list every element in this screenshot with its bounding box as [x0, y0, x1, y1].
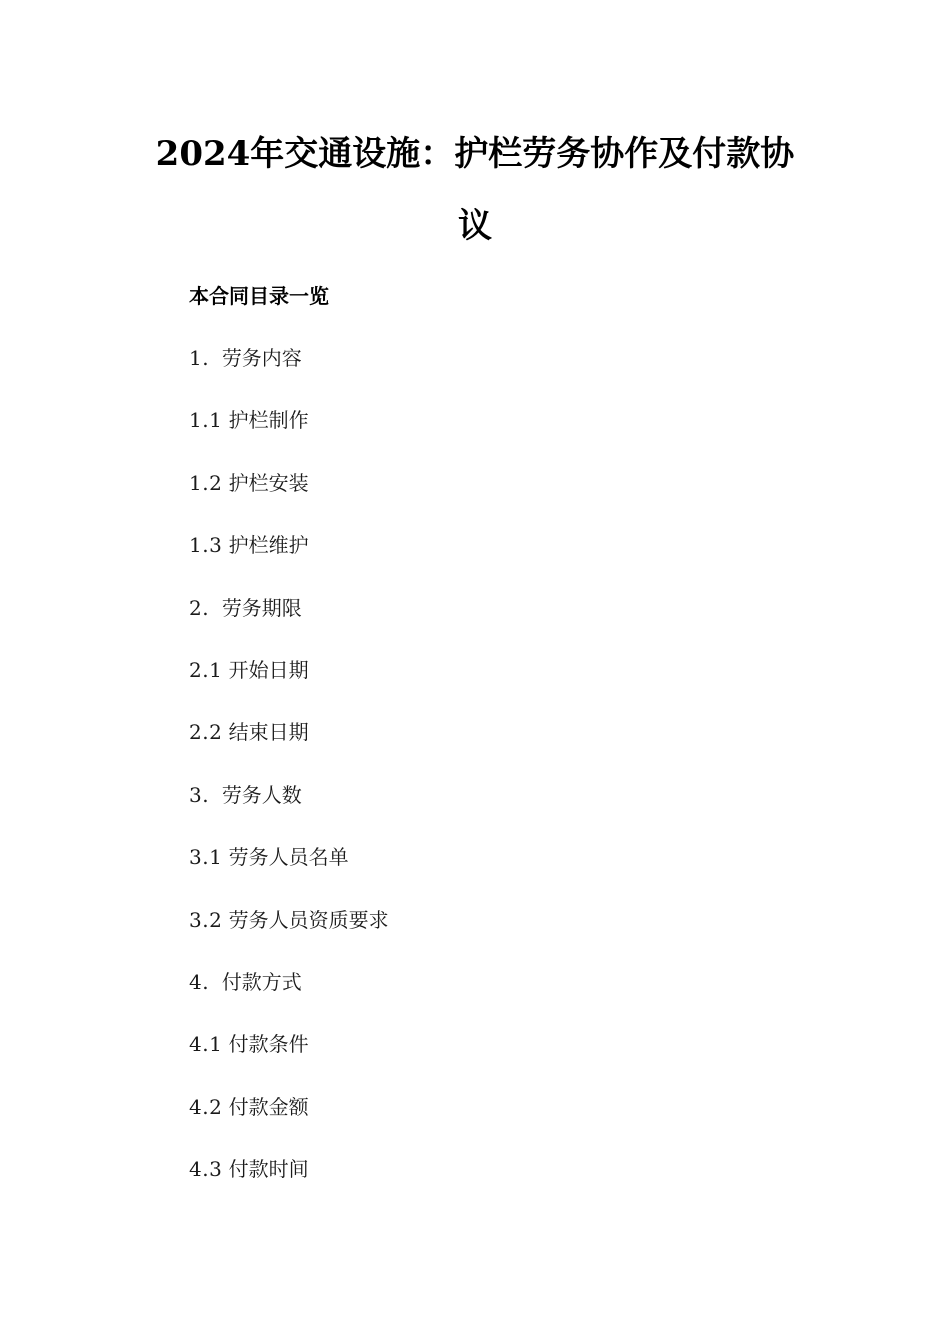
- toc-item-number: 1.1: [189, 408, 223, 433]
- toc-item-text: 付款金额: [228, 1094, 309, 1119]
- toc-item-number: 3.: [189, 782, 210, 807]
- toc-item-number: 2.: [189, 595, 210, 620]
- toc-item: [189, 531, 389, 593]
- toc-item-text: 付款方式: [221, 969, 302, 994]
- toc-item-number: 2.2: [189, 720, 223, 745]
- toc-item-number: 1.: [189, 346, 210, 370]
- toc-item-number: 4.3: [189, 1157, 223, 1182]
- toc-item: [189, 1093, 389, 1155]
- toc-item: [189, 1030, 389, 1092]
- toc-item: [189, 594, 389, 656]
- toc-item-text: 付款条件: [228, 1032, 309, 1057]
- toc-item-text: 劳务内容: [221, 346, 302, 370]
- toc-item: [189, 469, 389, 531]
- toc-item-text: 劳务人员资质要求: [228, 907, 389, 932]
- toc-item-text: 付款时间: [228, 1157, 309, 1182]
- toc-item-text: 结束日期: [228, 720, 309, 745]
- toc-item: [189, 1155, 389, 1217]
- toc-heading: 本合同目录一览: [189, 284, 329, 308]
- toc-item: [189, 656, 389, 718]
- toc-item-text: 护栏安装: [228, 470, 309, 495]
- toc-item: [189, 843, 389, 905]
- toc-item: [189, 781, 389, 843]
- toc-item-text: 劳务期限: [221, 595, 302, 620]
- toc-item: [189, 406, 389, 468]
- toc-item-number: 2.1: [189, 657, 223, 682]
- table-of-contents: [189, 344, 389, 1217]
- toc-item-text: 劳务人数: [221, 782, 302, 807]
- toc-item-text: 劳务人员名单: [228, 845, 349, 870]
- toc-item-number: 3.2: [189, 907, 223, 932]
- document-title-line-1: 2024年交通设施：护栏劳务协作及付款协: [155, 134, 795, 174]
- toc-item: [189, 968, 389, 1030]
- toc-item: [189, 344, 389, 406]
- toc-item-number: 3.1: [189, 845, 223, 870]
- toc-item-number: 4.1: [189, 1032, 223, 1057]
- toc-item-number: 4.: [189, 969, 210, 994]
- toc-item-number: 1.3: [189, 533, 223, 558]
- toc-item-text: 护栏制作: [228, 408, 309, 433]
- toc-item: [189, 718, 389, 780]
- toc-item-number: 1.2: [189, 470, 223, 495]
- toc-item-text: 护栏维护: [228, 533, 309, 558]
- toc-item: [189, 906, 389, 968]
- toc-item-number: 4.2: [189, 1094, 223, 1119]
- document-title-line-2: 议: [458, 206, 492, 246]
- toc-item-text: 开始日期: [228, 657, 309, 682]
